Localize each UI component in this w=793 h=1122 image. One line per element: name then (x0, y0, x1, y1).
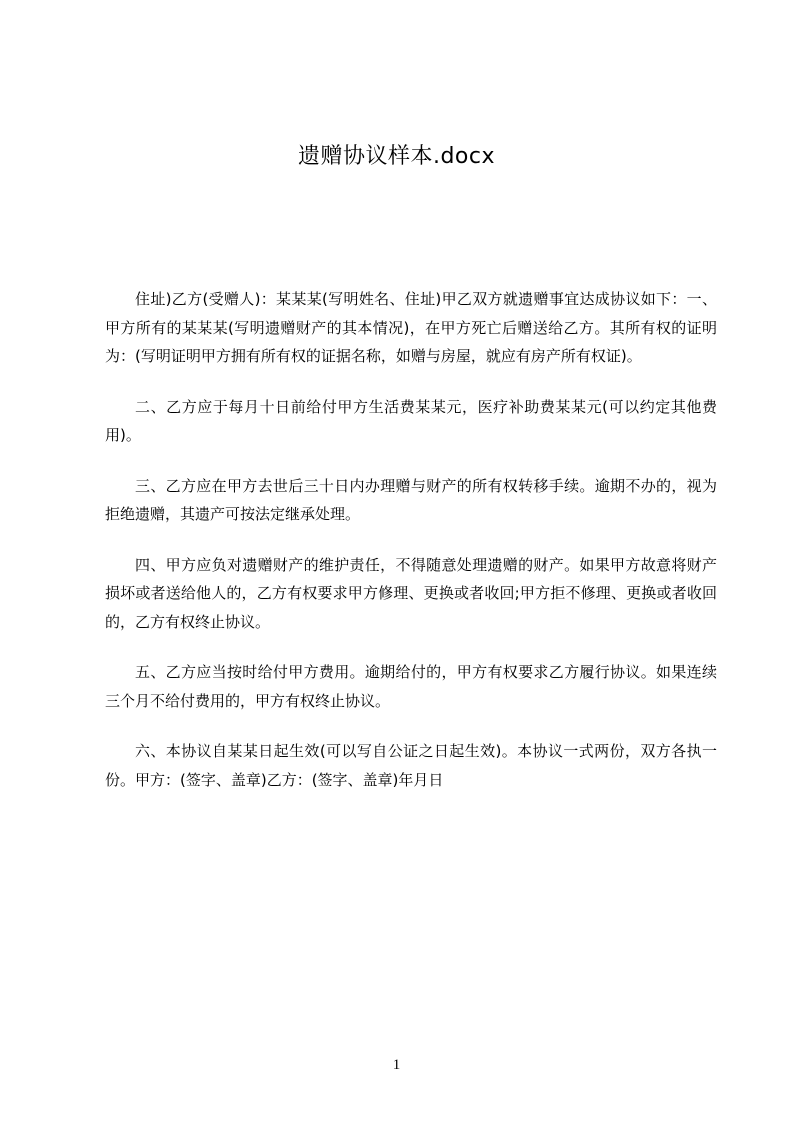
paragraph-parties: 住址)乙方(受赠人)：某某某(写明姓名、住址)甲乙双方就遗赠事宜达成协议如下：一、甲方所有的某某某(写明遗赠财产的其本情况)，在甲方死亡后赠送给乙方。其所有权的证明为：(写明证明甲方拥有所有权的证据名称，如赠与房屋，就应有房产所有权证)。 (105, 290, 717, 365)
document-body (105, 285, 717, 816)
paragraph-clause-2: 二、乙方应于每月十日前给付甲方生活费某某元，医疗补助费某某元(可以约定其他费用)。 (105, 397, 717, 444)
paragraph-clause-6: 六、本协议自某某日起生效(可以写自公证之日起生效)。本协议一式两份，双方各执一份。甲方：(签字、盖章)乙方：(签字、盖章)年月日 (105, 742, 717, 789)
page-number: 1 (392, 1057, 401, 1073)
paragraph-clause-5: 五、乙方应当按时给付甲方费用。逾期给付的，甲方有权要求乙方履行协议。如果连续三个月不给付费用的，甲方有权终止协议。 (105, 663, 717, 710)
document-title: 遗赠协议样本.docx (297, 144, 496, 169)
paragraph-clause-3: 三、乙方应在甲方去世后三十日内办理赠与财产的所有权转移手续。逾期不办的，视为拒绝遗赠，其遗产可按法定继承处理。 (105, 476, 717, 523)
paragraph-clause-4: 四、甲方应负对遗赠财产的维护责任，不得随意处理遗赠的财产。如果甲方故意将财产损坏或者送给他人的，乙方有权要求甲方修理、更换或者收回;甲方拒不修理、更换或者收回的，乙方有权终止协议。 (105, 555, 717, 631)
